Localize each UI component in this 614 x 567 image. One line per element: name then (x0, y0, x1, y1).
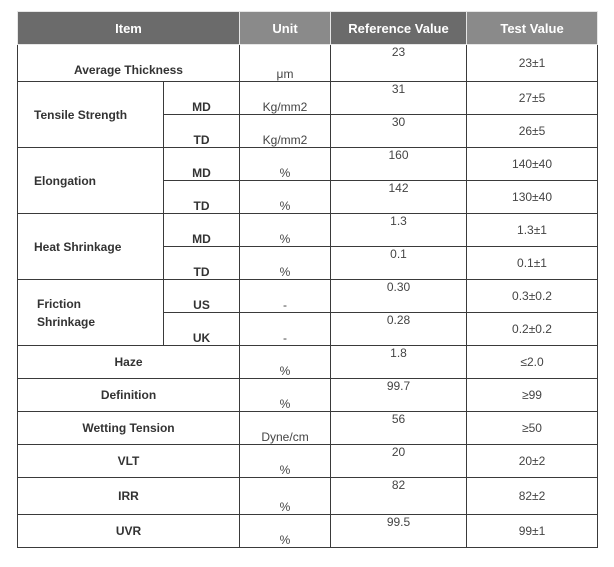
unit-cell: % (240, 379, 331, 412)
test-value-cell: ≥50 (467, 412, 598, 445)
row-vlt (18, 445, 598, 478)
row-haze (18, 346, 598, 379)
unit-cell: % (240, 214, 331, 247)
row-average-thickness (18, 45, 598, 82)
test-value-cell: 140±40 (467, 148, 598, 181)
reference-value-cell: 30 (331, 115, 467, 148)
sub-item-md: MD (164, 148, 240, 181)
test-value-cell: ≤2.0 (467, 346, 598, 379)
unit-cell: % (240, 478, 331, 515)
reference-value-cell: 0.1 (331, 247, 467, 280)
reference-value-cell: 1.3 (331, 214, 467, 247)
unit-cell: % (240, 445, 331, 478)
header-reference-value: Reference Value (331, 12, 467, 45)
test-value-cell: ≥99 (467, 379, 598, 412)
header-test-value: Test Value (467, 12, 598, 45)
row-definition (18, 379, 598, 412)
item-friction-shrinkage (18, 280, 164, 346)
header-row (18, 12, 598, 45)
unit-cell: % (240, 181, 331, 214)
item-friction-line1: Friction (37, 296, 81, 311)
test-value-cell: 0.2±0.2 (467, 313, 598, 346)
row-tensile-md (18, 82, 598, 115)
header-item: Item (18, 12, 240, 45)
unit-cell: μm (240, 45, 331, 82)
reference-value-cell: 23 (331, 45, 467, 82)
spec-table-container (17, 11, 598, 548)
unit-cell: % (240, 148, 331, 181)
spec-table (17, 11, 598, 548)
item-average-thickness: Average Thickness (18, 45, 240, 82)
test-value-cell: 27±5 (467, 82, 598, 115)
item-tensile-strength: Tensile Strength (18, 82, 164, 148)
test-value-cell: 0.1±1 (467, 247, 598, 280)
unit-cell: Kg/mm2 (240, 82, 331, 115)
unit-cell: Dyne/cm (240, 412, 331, 445)
reference-value-cell: 0.28 (331, 313, 467, 346)
unit-cell: % (240, 515, 331, 548)
unit-cell: Kg/mm2 (240, 115, 331, 148)
test-value-cell: 0.3±0.2 (467, 280, 598, 313)
sub-item-td: TD (164, 115, 240, 148)
reference-value-cell: 1.8 (331, 346, 467, 379)
item-wetting-tension: Wetting Tension (18, 412, 240, 445)
reference-value-cell: 99.5 (331, 515, 467, 548)
test-value-cell: 130±40 (467, 181, 598, 214)
sub-item-us: US (164, 280, 240, 313)
row-heat-md (18, 214, 598, 247)
reference-value-cell: 99.7 (331, 379, 467, 412)
item-definition: Definition (18, 379, 240, 412)
row-uvr (18, 515, 598, 548)
reference-value-cell: 0.30 (331, 280, 467, 313)
item-elongation: Elongation (18, 148, 164, 214)
reference-value-cell: 142 (331, 181, 467, 214)
reference-value-cell: 20 (331, 445, 467, 478)
unit-cell: % (240, 346, 331, 379)
test-value-cell: 23±1 (467, 45, 598, 82)
item-vlt: VLT (18, 445, 240, 478)
test-value-cell: 82±2 (467, 478, 598, 515)
reference-value-cell: 160 (331, 148, 467, 181)
row-irr (18, 478, 598, 515)
sub-item-md: MD (164, 214, 240, 247)
test-value-cell: 20±2 (467, 445, 598, 478)
row-friction-us (18, 280, 598, 313)
unit-cell: % (240, 247, 331, 280)
sub-item-md: MD (164, 82, 240, 115)
sub-item-td: TD (164, 247, 240, 280)
item-haze: Haze (18, 346, 240, 379)
row-elongation-md (18, 148, 598, 181)
item-irr: IRR (18, 478, 240, 515)
test-value-cell: 1.3±1 (467, 214, 598, 247)
item-uvr: UVR (18, 515, 240, 548)
reference-value-cell: 56 (331, 412, 467, 445)
test-value-cell: 99±1 (467, 515, 598, 548)
reference-value-cell: 82 (331, 478, 467, 515)
row-wetting-tension (18, 412, 598, 445)
sub-item-td: TD (164, 181, 240, 214)
unit-cell: - (240, 280, 331, 313)
test-value-cell: 26±5 (467, 115, 598, 148)
unit-cell: - (240, 313, 331, 346)
reference-value-cell: 31 (331, 82, 467, 115)
sub-item-uk: UK (164, 313, 240, 346)
item-heat-shrinkage: Heat Shrinkage (18, 214, 164, 280)
header-unit: Unit (240, 12, 331, 45)
item-friction-line2: Shrinkage (37, 314, 96, 329)
